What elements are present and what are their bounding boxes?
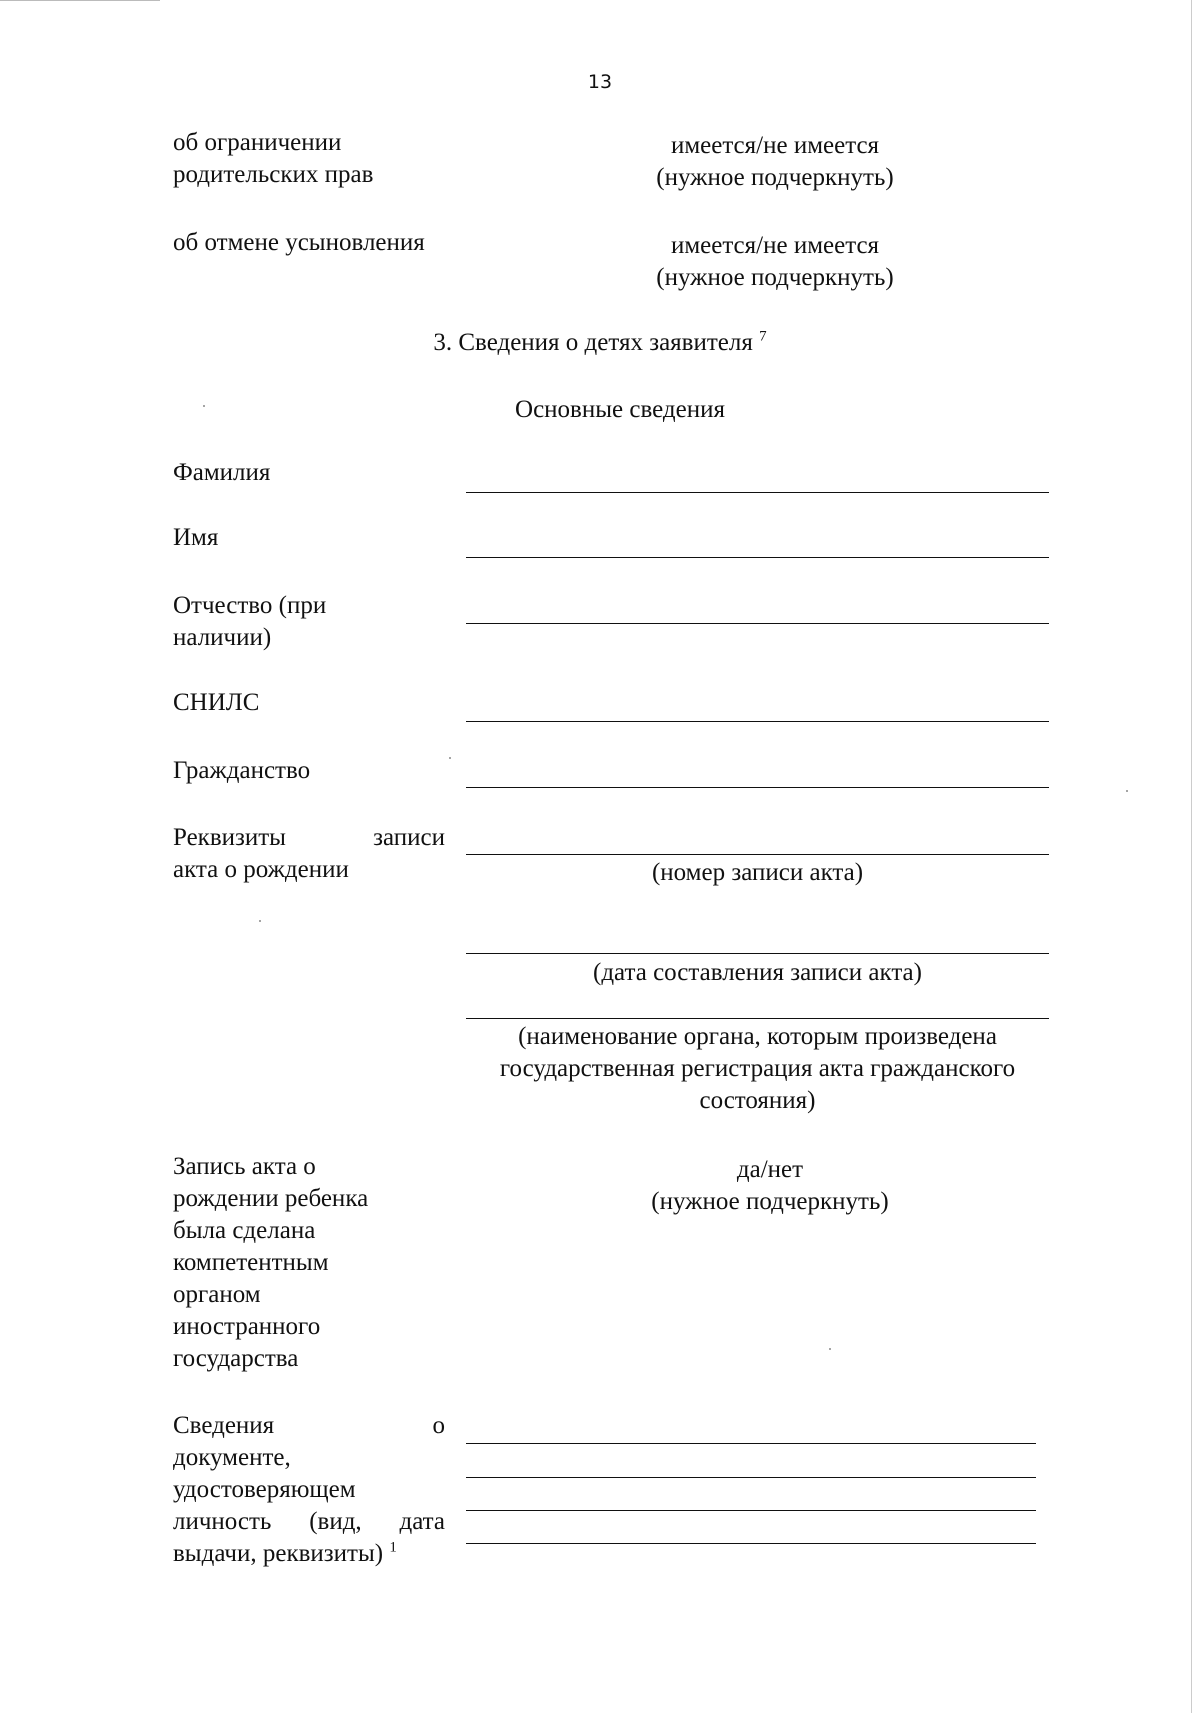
label-line: об отмене усыновления (173, 229, 425, 256)
value-text: да/нет (736, 1156, 804, 1183)
footnote-mark: 1 (389, 1539, 397, 1556)
label-word: личность (173, 1508, 272, 1535)
field-label-name: Имя (173, 524, 219, 551)
page-number: 13 (587, 71, 613, 93)
label-line: родительских прав (173, 161, 374, 188)
value-text: имеется/не имеется (670, 132, 880, 159)
restriction-label (173, 127, 373, 191)
fill-line-citizenship[interactable] (466, 787, 1049, 788)
label-line (173, 1506, 445, 1538)
label-line: иностранного (173, 1313, 321, 1340)
scan-speck (449, 757, 451, 759)
section-subtitle: Основные сведения (515, 396, 725, 423)
field-label-surname: Фамилия (173, 459, 271, 486)
scan-edge (0, 0, 160, 1)
fill-line-identity-4[interactable] (466, 1543, 1036, 1544)
label-line: компетентным (173, 1249, 329, 1276)
scan-speck (1126, 790, 1128, 792)
footnote-mark: 7 (759, 328, 767, 345)
label-text: выдачи, реквизиты) (173, 1540, 384, 1567)
foreign-record-label (173, 1151, 368, 1375)
label-line: органом (173, 1281, 261, 1308)
label-line: Отчество (при (173, 592, 327, 619)
identity-document-label (173, 1410, 445, 1570)
scan-speck (829, 1348, 831, 1350)
restriction-value (610, 230, 940, 294)
label-line: была сделана (173, 1217, 316, 1244)
label-line: удостоверяющем (173, 1476, 356, 1503)
hint-text: (нужное подчеркнуть) (656, 164, 894, 191)
fill-line-identity-2[interactable] (466, 1477, 1036, 1478)
label-word: дата (399, 1508, 445, 1535)
label-line: документе, (173, 1444, 291, 1471)
label-line: об ограничении (173, 129, 342, 156)
label-word: Сведения (173, 1412, 275, 1439)
value-text: имеется/не имеется (670, 232, 880, 259)
label-line: наличии) (173, 624, 272, 651)
scan-speck (203, 405, 205, 407)
label-line (173, 822, 445, 854)
caption-record-number: (номер записи акта) (651, 859, 864, 886)
scan-speck (259, 920, 261, 922)
label-word: (вид, (309, 1508, 362, 1535)
birth-record-label (173, 822, 445, 886)
caption-record-date: (дата составления записи акта) (593, 959, 922, 986)
fill-line-surname[interactable] (466, 492, 1049, 493)
section-title (380, 327, 820, 359)
label-line: акта о рождении (173, 856, 349, 883)
label-line: Запись акта о (173, 1153, 316, 1180)
field-label-snils: СНИЛС (173, 689, 260, 716)
scan-edge (1191, 0, 1192, 1713)
label-word: о (432, 1412, 445, 1439)
hint-text: (нужное подчеркнуть) (656, 264, 894, 291)
field-label-citizenship: Гражданство (173, 757, 311, 784)
hint-text: (нужное подчеркнуть) (651, 1188, 889, 1215)
caption-line: (наименование органа, которым произведена (518, 1023, 997, 1050)
label-line: рождении ребенка (173, 1185, 369, 1212)
caption-line: состояния) (699, 1087, 816, 1114)
restriction-label (173, 227, 425, 259)
field-label-patronymic (173, 590, 326, 654)
fill-line-identity-3[interactable] (466, 1510, 1036, 1511)
label-line: государства (173, 1345, 299, 1372)
caption-authority (446, 1021, 1069, 1117)
label-line (173, 1410, 445, 1442)
fill-line-identity-1[interactable] (466, 1443, 1036, 1444)
fill-line-name[interactable] (466, 557, 1049, 558)
fill-line-authority[interactable] (466, 1018, 1049, 1019)
section-title-text: 3. Сведения о детях заявителя (433, 329, 753, 356)
label-line (173, 1538, 445, 1570)
fill-line-snils[interactable] (466, 721, 1049, 722)
fill-line-patronymic[interactable] (466, 623, 1049, 624)
label-word: записи (373, 824, 445, 851)
caption-line: государственная регистрация акта гражданского (499, 1055, 1016, 1082)
label-word: Реквизиты (173, 824, 286, 851)
fill-line-record-date[interactable] (466, 953, 1049, 954)
foreign-record-value (600, 1154, 940, 1218)
restriction-value (610, 130, 940, 194)
fill-line-record-number[interactable] (466, 854, 1049, 855)
